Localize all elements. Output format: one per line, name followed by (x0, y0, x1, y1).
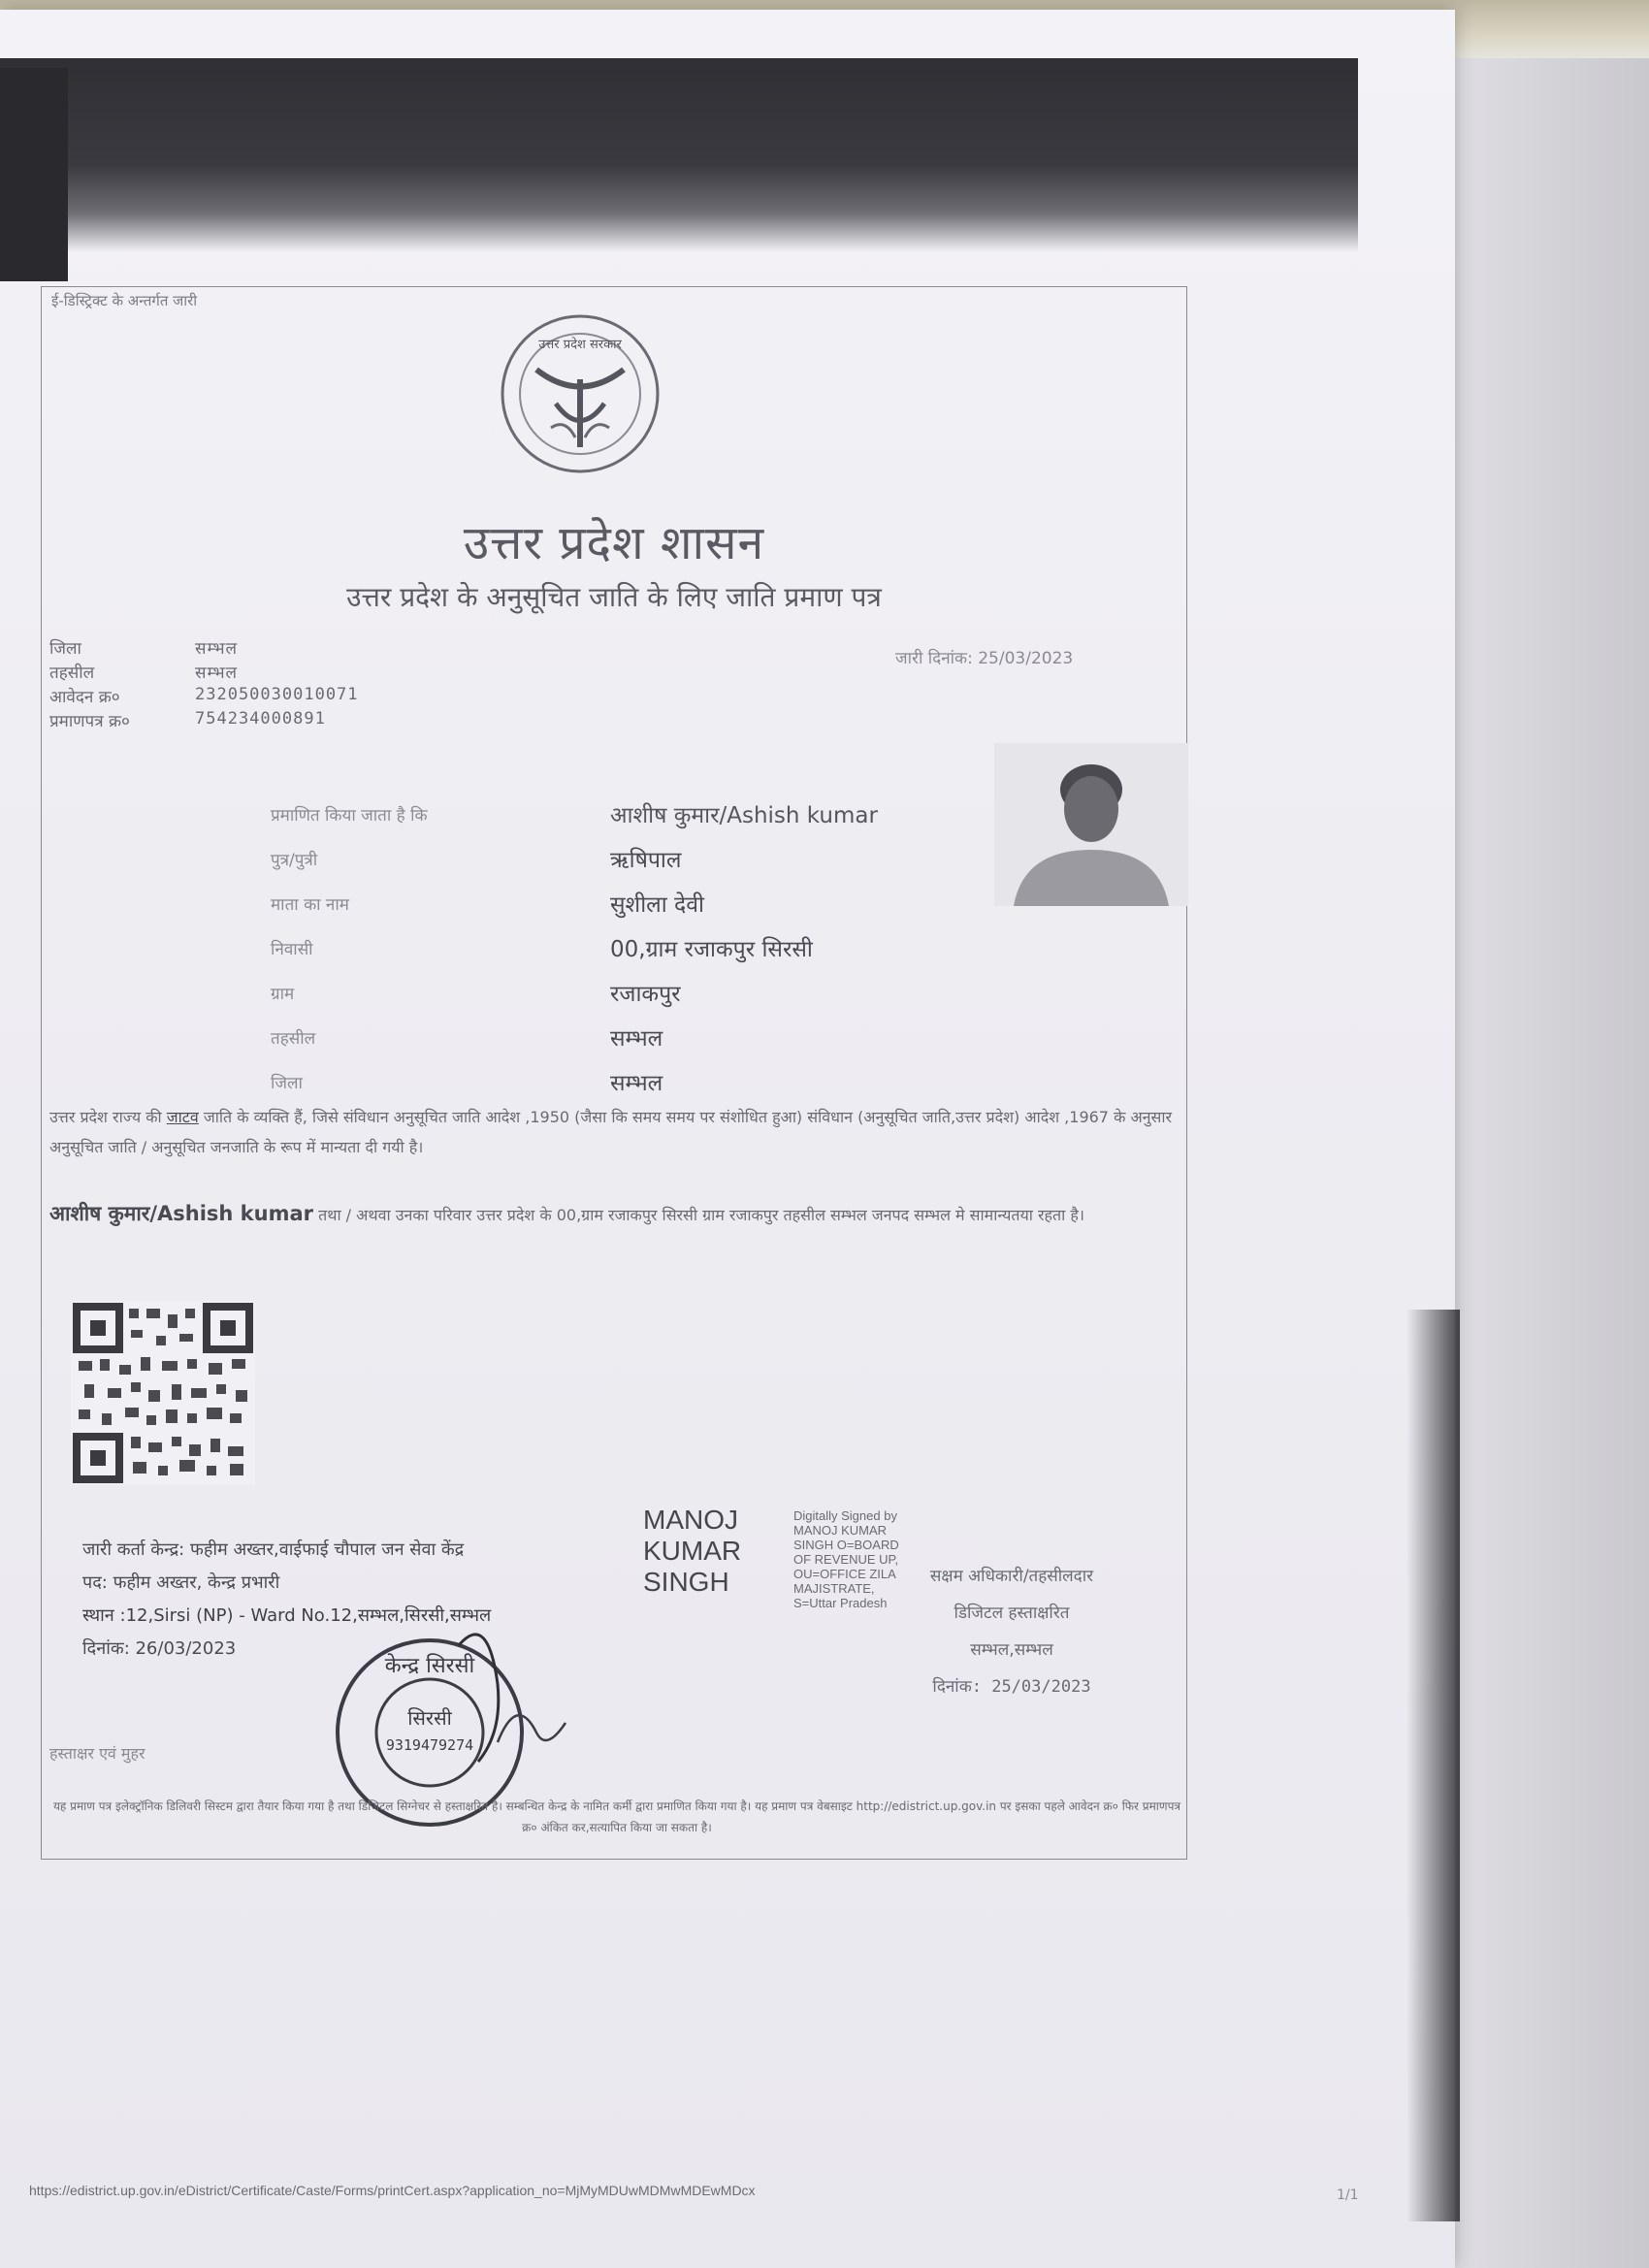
residence-applicant-name: आशीष कुमार/Ashish kumar (49, 1202, 313, 1225)
certificate-meta (49, 636, 359, 733)
district-value: सम्भल (195, 639, 239, 659)
certified-label: प्रमाणित किया जाता है कि (271, 805, 428, 826)
government-title: उत्तर प्रदेश शासन (463, 516, 765, 570)
print-url: https://edistrict.up.gov.in/eDistrict/Certificate/Caste/Forms/printCert.aspx?application_no=MjMyMDUwMDMwMDEwMDcx (29, 2183, 756, 2198)
verification-note: यह प्रमाण पत्र इलेक्ट्रॉनिक डिलिवरी सिस्टम द्वारा तैयार किया गया है तथा डिजिटल सिग्नेचर से हस्ताक्षरित है। सम्बन्धित केन्द्र के नामित कर्मी द्वारा प्रमाणित किया गया है। यह प्रमाण पत्र वेबसाइट http://edistrict.up.gov.in पर इसका पहले आवेदन क्र० फिर प्रमाणपत्र क्र० अंकित कर,सत्यापित किया जा सकता है। (52, 1799, 1181, 1834)
signer-middle-name: KUMAR (643, 1536, 742, 1566)
tehsil-label: तहसील (49, 664, 95, 683)
certificate-title: उत्तर प्रदेश के अनुसूचित जाति के लिए जाति प्रमाण पत्र (346, 581, 882, 613)
issuer-post: पद: फहीम अख्तर, केन्द्र प्रभारी (82, 1572, 280, 1593)
issuer-date: दिनांक: 26/03/2023 (82, 1638, 237, 1659)
qr-code-icon (71, 1301, 255, 1485)
issuer-centre: जारी कर्ता केन्द्र: फहीम अख्तर,वाईफाई चौपाल जन सेवा केंद्र (82, 1539, 465, 1560)
village-label: ग्राम (271, 984, 295, 1004)
up-emblem-icon (498, 311, 663, 476)
stamp-centre-text: केन्द्र सिरसी (384, 1654, 475, 1678)
authority-place: सम्भल,सम्भल (970, 1640, 1053, 1660)
father-label: पुत्र/पुत्री (271, 850, 318, 870)
applicant-details (271, 792, 878, 1104)
scan-fold-shadow (1406, 1310, 1460, 2221)
caste-name: जाटव (166, 1108, 199, 1126)
page-number: 1/1 (1337, 2187, 1359, 2203)
application-number: 232050030010071 (195, 685, 359, 704)
applicant-photo (994, 743, 1188, 906)
tehsil-detail-label: तहसील (271, 1028, 316, 1049)
application-label: आवेदन क्र० (49, 688, 120, 707)
scan-dark-band (0, 58, 1358, 252)
stamp-place-text: सिरसी (407, 1706, 452, 1730)
signer-last-name: SINGH (643, 1567, 729, 1597)
emblem-text: उत्तर प्रदेश सरकार (538, 338, 622, 352)
signature-details: Digitally Signed by MANOJ KUMAR SINGH O=BOARD OF REVENUE UP, OU=OFFICE ZILA MAJISTRATE, S=Uttar Pradesh (793, 1508, 899, 1610)
signer-first-name: MANOJ (643, 1505, 738, 1535)
breadcrumb: ई-डिस्ट्रिक्ट के अन्तर्गत जारी (51, 292, 198, 309)
resident-value: 00,ग्राम रजाकपुर सिरसी (610, 937, 813, 962)
village-value: रजाकपुर (610, 982, 681, 1007)
issue-date: जारी दिनांक: 25/03/2023 (895, 649, 1074, 668)
district-detail-value: सम्भल (610, 1071, 663, 1096)
district-label: जिला (49, 639, 81, 659)
signature-seal-label: हस्ताक्षर एवं मुहर (49, 1744, 146, 1763)
caste-statement-end: जाति के व्यक्ति हैं, जिसे संविधान अनुसूचित जाति आदेश ,1950 (जैसा कि समय समय पर संशोधित हुआ) संविधान (अनुसूचित जाति,उत्तर प्रदेश) आदेश ,1967 के अनुसार अनुसूचित जाति / अनुसूचित जनजाति के रूप में मान्यता दी गयी है। (49, 1108, 1173, 1156)
stamp-phone-text: 9319479274 (385, 1736, 474, 1754)
father-name: ऋषिपाल (610, 848, 682, 873)
certificate-number-label: प्रमाणपत्र क्र० (49, 712, 130, 731)
caste-statement-start: उत्तर प्रदेश राज्य की (49, 1108, 162, 1126)
digital-signature (643, 1505, 899, 1610)
district-detail-label: जिला (271, 1073, 303, 1093)
certificate-page (0, 10, 1455, 2268)
scan-dark-edge (0, 68, 68, 281)
resident-label: निवासी (271, 939, 313, 959)
certificate-number: 754234000891 (195, 709, 326, 729)
authority-digital: डिजिटल हस्ताक्षरित (954, 1604, 1070, 1623)
authority-title: सक्षम अधिकारी/तहसीलदार (929, 1567, 1094, 1586)
authority-date: दिनांक: 25/03/2023 (932, 1677, 1091, 1697)
residence-statement (49, 1199, 1184, 1230)
caste-statement (49, 1102, 1184, 1162)
residence-statement-text: तथा / अथवा उनका परिवार उत्तर प्रदेश के 00,ग्राम रजाकपुर सिरसी ग्राम रजाकपुर तहसील सम्भल जनपद सम्भल मे सामान्यतया रहता है। (318, 1206, 1084, 1224)
mother-name: सुशीला देवी (610, 892, 704, 918)
tehsil-detail-value: सम्भल (610, 1026, 663, 1052)
person-photo-icon (994, 743, 1188, 906)
issuer-place: स्थान :12,Sirsi (NP) - Ward No.12,सम्भल,सिरसी,सम्भल (82, 1605, 492, 1626)
mother-label: माता का नाम (271, 894, 349, 915)
applicant-name: आशीष कुमार/Ashish kumar (610, 803, 878, 828)
tehsil-value: सम्भल (195, 664, 239, 683)
authority-block (886, 1558, 1138, 1705)
certificate-frame (41, 286, 1187, 1860)
